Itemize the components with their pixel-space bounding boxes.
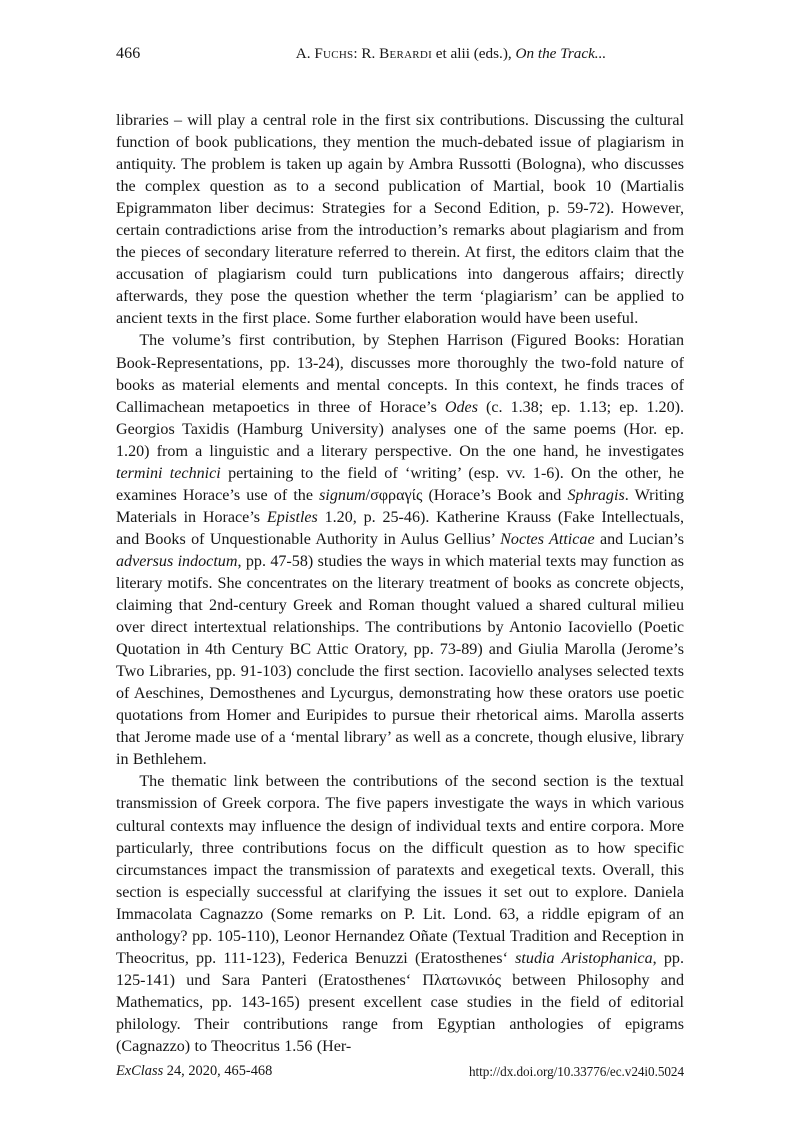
running-head-title	[218, 42, 684, 66]
page-footer	[116, 1060, 684, 1082]
text-run: . Writing Materials in Horace’s	[116, 486, 684, 526]
page-number: 466	[116, 45, 141, 62]
text-run: (c. 1.38; ep. 1.13; ep. 1.20). Georgios Taxidis (Hamburg University) analyses one of the same poems (Hor. ep. 1.20) from a linguistic and a literary perspective. On the one hand, he investigates	[116, 398, 684, 460]
body-paragraph	[116, 771, 684, 1058]
text-run: , pp. 125-141) und Sara Panteri (Eratosthenesʻ Πλατωνικός between Philosophy and Mathematics, pp. 143-165) present excellent case studies in the field of editorial philology. Their contributions range from Egyptian anthologies of epigrams (Cagnazzo) to Theocritus 1.56 (Her-	[116, 949, 684, 1055]
text-run: /σφραγίς (Horace’s Book and	[365, 486, 568, 504]
journal-issue-pages: 24, 2020, 465-468	[163, 1063, 273, 1079]
text-run: , pp. 47-58) studies the ways in which material texts may function as literary motifs. She concentrates on the literary treatment of books as concrete objects, claiming that 2nd-century Greek and Roman thought valued a shared cultural milieu over direct intertextual relationships. The contributions by Antonio Iacoviello (Poetic Quotation in 4th Century BC Attic Oratory, pp. 73-89) and Giulia Marolla (Jerome’s Two Libraries, pp. 91-103) conclude the first section. Iacoviello analyses selected texts of Aeschines, Demosthenes and Lycurgus, demonstrating how these orators use poetic quotations from Homer and Euripides to pursue their rhetorical aims. Marolla asserts that Jerome made use of a ‘mental library’ as well as a concrete, though elusive, library in Bethlehem.	[116, 552, 684, 769]
text-run: The thematic link between the contributions of the second section is the textual transmission of Greek corpora. The five papers investigate the ways in which various cultural contexts may influence the design of individual texts and entire corpora. More particularly, three contributions focus on the difficult question as to how specific circumstances impact the transmission of paratexts and exegetical texts. Overall, this section is especially successful at clarifying the issues it set out to explore. Daniela Immacolata Cagnazzo (Some remarks on P. Lit. Lond. 63, a riddle epigram of an anthology? pp. 105-110), Leonor Hernandez Oñate (Textual Tradition and Reception in Theocritus, pp. 111-123), Federica Benuzzi (Eratosthenesʻ	[116, 773, 684, 967]
text-run: The volume’s first contribution, by Stephen Harrison (Figured Books: Horatian Book-Representations, pp. 13-24), discusses more thoroughly the two-fold nature of books as material elements and mental concepts. In this context, he finds traces of Callimachean metapoetics in three of Horace’s	[116, 332, 684, 416]
italic-title-run: Odes	[444, 398, 478, 416]
italic-title-run: signum	[319, 486, 366, 504]
italic-title-run: adversus indoctum	[116, 552, 238, 570]
editors-note: et alii (eds.),	[431, 45, 516, 62]
body-paragraph	[116, 110, 684, 330]
doi-link[interactable]: http://dx.doi.org/10.33776/ec.v24i0.5024	[469, 1064, 684, 1079]
book-title: On the Track...	[515, 45, 607, 62]
text-run: pertaining to the field of ‘writing’ (esp. vv. 1-6). On the other, he examines Horace’s use of the	[116, 464, 684, 504]
journal-name: ExClass	[116, 1063, 164, 1079]
italic-title-run: Sphragis	[567, 486, 625, 504]
body-text-column	[116, 110, 684, 1058]
italic-title-run: studia Aristophanica	[515, 949, 653, 967]
reviewer-initial: A.	[295, 45, 315, 62]
running-head	[116, 42, 684, 66]
body-paragraph	[116, 330, 684, 771]
italic-title-run: Noctes Atticae	[500, 530, 595, 548]
italic-title-run: termini technici	[116, 464, 221, 482]
reviewer-surname: Fuchs	[314, 45, 354, 62]
journal-citation	[116, 1060, 272, 1082]
text-run: and Lucian’s	[594, 530, 685, 548]
editor-surname: Berardi	[379, 45, 432, 62]
running-head-separator: : R.	[353, 45, 380, 62]
text-run: 1.20, p. 25-46). Katherine Krauss (Fake Intellectuals, and Books of Unquestionable Authority in Aulus Gellius’	[116, 508, 684, 548]
italic-title-run: Epistles	[266, 508, 318, 526]
text-run: libraries – will play a central role in the first six contributions. Discussing the cultural function of book publications, they mention the much-debated issue of plagiarism in antiquity. The problem is taken up again by Ambra Russotti (Bologna), who discusses the complex question as to a second publication of Martial, book 10 (Martialis Epigrammaton liber decimus: Strategies for a Second Edition, p. 59-72). However, certain contradictions arise from the introduction’s remarks about plagiarism and from the pieces of secondary literature referred to therein. At first, the editors claim that the accusation of plagiarism could turn publications into dangerous affairs; directly afterwards, they pose the question whether the term ‘plagiarism’ can be applied to ancient texts in the first place. Some further elaboration would have been useful.	[116, 112, 684, 328]
